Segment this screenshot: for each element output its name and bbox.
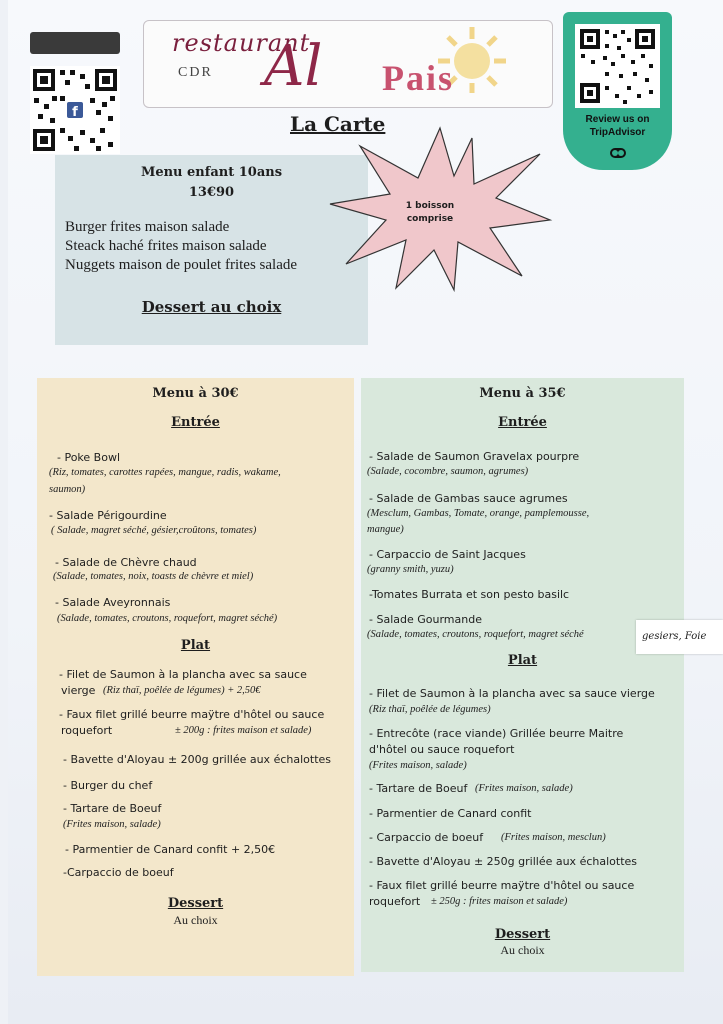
starburst-text — [380, 200, 480, 225]
menu-30-entree-desc: (Riz, tomates, carottes rapées, mangue, radis, wakame, — [49, 467, 281, 478]
menu-35-entree: -Tomates Burrata et son pesto basilc — [369, 588, 570, 601]
tripadvisor-qr-code — [575, 24, 660, 108]
menu-30-plat-heading: Plat — [180, 638, 211, 653]
tripadvisor-line1: Review us on — [585, 114, 650, 125]
restaurant-logo — [143, 20, 553, 108]
starburst-line2: comprise — [406, 213, 454, 224]
menu-35-entree: - Salade Gourmande — [369, 613, 482, 626]
menu-35-plat-desc: ± 250g : frites maison et salade) — [431, 896, 568, 907]
kids-menu-item: Burger frites maison salade — [65, 219, 230, 235]
kids-menu-title: Menu enfant 10ans — [140, 165, 283, 180]
menu-35-plat: - Parmentier de Canard confit — [369, 807, 532, 820]
menu-35-plat: d'hôtel ou sauce roquefort — [369, 743, 515, 756]
menu-30-plat: - Burger du chef — [63, 779, 153, 792]
tripadvisor-card[interactable] — [563, 12, 672, 170]
kids-menu-item: Steack haché frites maison salade — [65, 238, 267, 254]
logo-word-pais: Pais — [382, 58, 455, 98]
menu-35-plat-desc: (Frites maison, mesclun) — [501, 832, 606, 843]
menu-35-entree: - Carpaccio de Saint Jacques — [369, 548, 526, 561]
menu-35-column — [361, 378, 684, 972]
menu-30-entree: - Salade de Chèvre chaud — [55, 556, 197, 569]
menu-35-plat: roquefort — [369, 895, 421, 908]
menu-30-entree-desc: (Salade, tomates, noix, toasts de chèvre et miel) — [53, 571, 254, 582]
menu-35-plat: - Faux filet grillé beurre maÿtre d'hôtel ou sauce — [369, 879, 635, 892]
menu-35-entree: - Salade de Saumon Gravelax pourpre — [369, 450, 580, 463]
menu-30-plat: - Faux filet grillé beurre maÿtre d'hôtel ou sauce — [59, 708, 325, 721]
menu-30-plat: - Tartare de Boeuf — [63, 802, 162, 815]
facebook-qr-code — [30, 66, 120, 154]
menu-30-plat-desc: ± 200g : frites maison et salade) — [175, 725, 312, 736]
kids-menu-dessert: Dessert au choix — [141, 298, 282, 316]
menu-35-entree-desc: (Salade, tomates, croutons, roquefort, magret séché — [367, 629, 584, 640]
menu-30-dessert-sub: Au choix — [173, 913, 218, 927]
menu-35-entree-desc: mangue) — [367, 524, 404, 535]
menu-30-entree-desc: (Salade, tomates, croutons, roquefort, magret séché) — [57, 613, 278, 624]
logo-word-restaurant: restaurant — [172, 29, 311, 57]
menu-30-plat: -Carpaccio de boeuf — [63, 866, 174, 879]
menu-30-plat: - Filet de Saumon à la plancha avec sa sauce — [59, 668, 307, 681]
menu-30-entree: - Poke Bowl — [57, 451, 121, 464]
menu-35-dessert-heading: Dessert — [494, 927, 551, 942]
menu-35-plat: - Entrecôte (race viande) Grillée beurre Maitre — [369, 727, 624, 740]
menu-30-title: Menu à 30€ — [152, 386, 239, 401]
menu-35-entree: - Salade de Gambas sauce agrumes — [369, 492, 568, 505]
logo-word-cdr: CDR — [178, 65, 213, 80]
menu-35-plat: - Carpaccio de boeuf — [369, 831, 484, 844]
menu-35-entree-desc: (granny smith, yuzu) — [367, 564, 454, 575]
menu-35-plat: - Bavette d'Aloyau ± 250g grillée aux échalottes — [369, 855, 638, 868]
starburst-line1: 1 boisson — [405, 201, 455, 211]
menu-30-plat: roquefort — [61, 724, 113, 737]
menu-35-plat-desc: (Frites maison, salade) — [475, 783, 573, 794]
kids-menu-box — [55, 155, 368, 345]
page-title: La Carte — [290, 112, 386, 136]
menu-35-title: Menu à 35€ — [479, 386, 566, 401]
menu-35-plat-desc: (Frites maison, salade) — [369, 760, 467, 771]
menu-30-entree: - Salade Aveyronnais — [55, 596, 171, 609]
menu-30-plat-desc: (Frites maison, salade) — [63, 819, 161, 830]
menu-35-plat: - Tartare de Boeuf — [369, 782, 468, 795]
owl-icon — [610, 148, 626, 158]
menu-30-entree-desc: saumon) — [49, 484, 86, 495]
menu-30-plat: vierge — [61, 684, 96, 697]
menu-30-entree-heading: Entrée — [171, 415, 220, 430]
menu-30-dessert-heading: Dessert — [167, 896, 224, 911]
tripadvisor-line2: TripAdvisor — [589, 127, 646, 138]
kids-menu-item: Nuggets maison de poulet frites salade — [65, 257, 298, 273]
menu-30-plat: - Parmentier de Canard confit + 2,50€ — [65, 843, 276, 856]
menu-35-entree-desc: (Mesclum, Gambas, Tomate, orange, pamplemousse, — [367, 508, 590, 519]
menu-30-plat-desc: (Riz thaï, poêlée de légumes) + 2,50€ — [103, 685, 261, 696]
menu-35-plat: - Filet de Saumon à la plancha avec sa sauce vierge — [369, 687, 655, 700]
menu-35-plat-desc: (Riz thaï, poêlée de légumes) — [369, 704, 491, 715]
logo-word-al: Al — [264, 34, 323, 99]
menu-30-entree-desc: ( Salade, magret séché, gésier,croûtons, tomates) — [51, 525, 257, 536]
svg-text:f: f — [72, 105, 78, 120]
menu-30-plat: - Bavette d'Aloyau ± 200g grillée aux échalottes — [63, 753, 332, 766]
kids-menu-price: 13€90 — [188, 185, 235, 200]
menu-35-entree-desc: (Salade, cocombre, saumon, agrumes) — [367, 466, 529, 477]
menu-30-entree: - Salade Périgourdine — [49, 509, 167, 522]
menu-30-column — [37, 378, 354, 976]
menu-35-dessert-sub: Au choix — [500, 943, 545, 957]
menu-35-plat-heading: Plat — [507, 653, 538, 668]
menu-35-entree-heading: Entrée — [498, 415, 547, 430]
qr-header-tab — [30, 32, 120, 54]
handwritten-note: gesiers, Foie — [636, 620, 723, 654]
